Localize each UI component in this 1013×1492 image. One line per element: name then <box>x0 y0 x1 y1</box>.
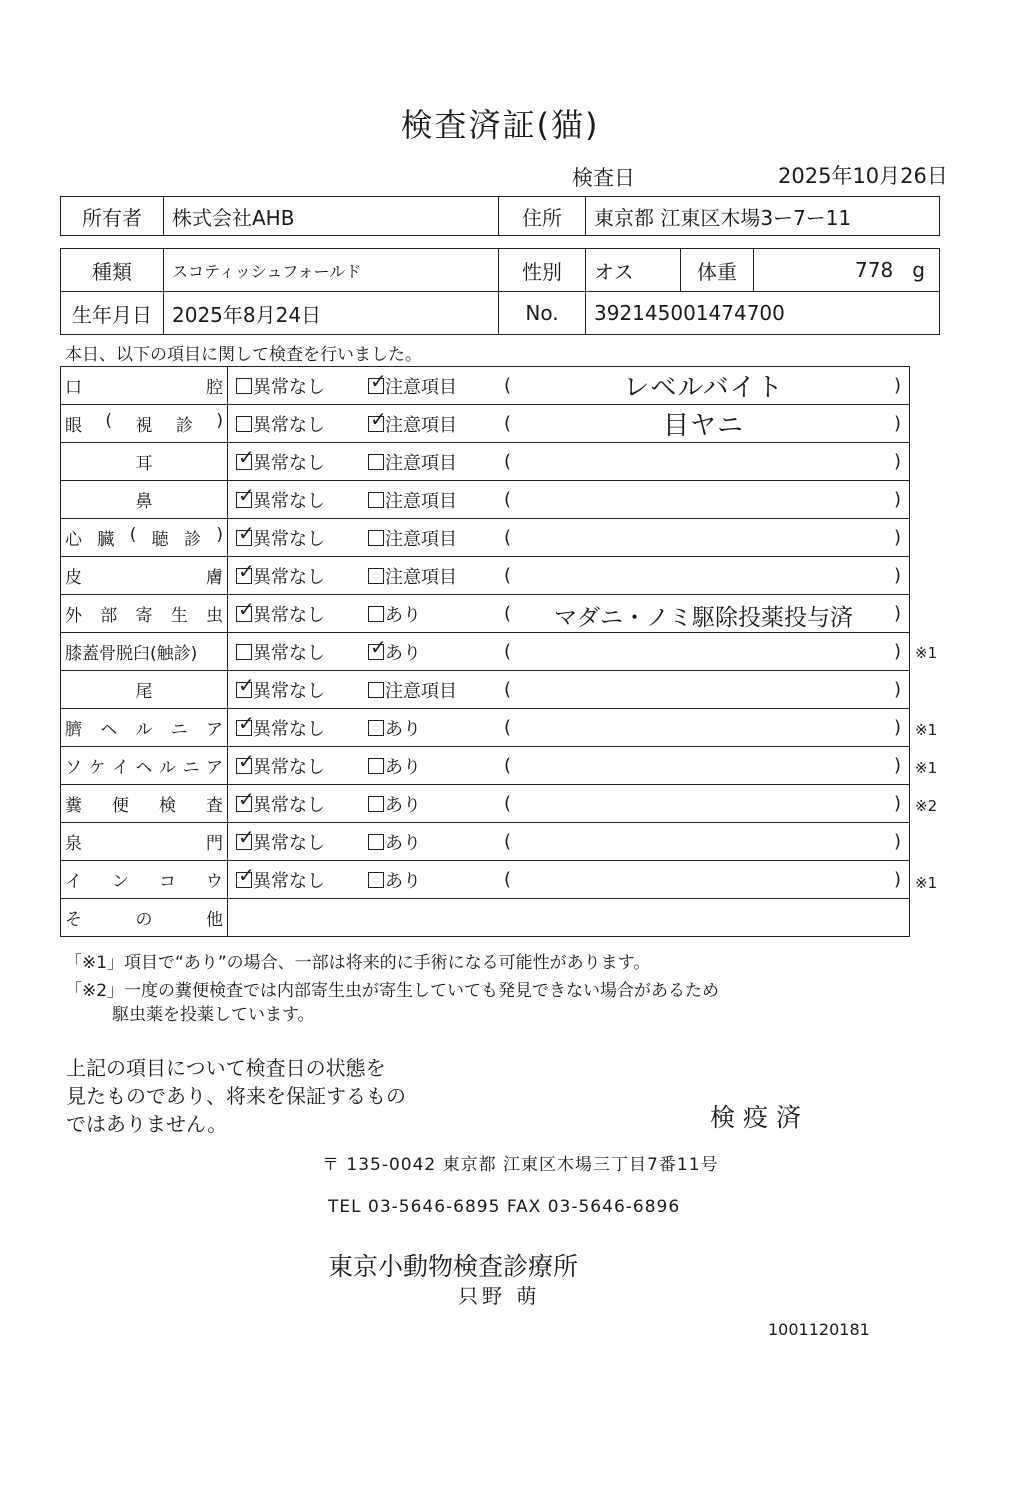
remarks-cell <box>498 823 910 861</box>
checkbox-icon <box>368 492 384 508</box>
checkbox-icon <box>236 454 252 470</box>
table-row <box>61 709 910 747</box>
birth-value: 2025年8月24日 <box>164 292 499 335</box>
footnote-marker: ※1 <box>915 873 938 892</box>
item-label-char: 外 <box>65 606 82 626</box>
checkbox-icon <box>368 834 384 850</box>
paren-close: ) <box>893 527 901 548</box>
remarks-cell <box>498 709 910 747</box>
remarks-cell <box>498 557 910 595</box>
option-caution <box>368 633 498 671</box>
table-row <box>61 405 910 443</box>
paren-close: ) <box>893 565 901 586</box>
remarks-cell <box>498 405 910 443</box>
option-normal <box>228 367 369 405</box>
option-normal-label: 異常なし <box>253 756 325 778</box>
option-caution-label: あり <box>385 718 421 740</box>
intro-text: 本日、以下の項目に関して検査を行いました。 <box>65 345 422 365</box>
option-normal <box>228 405 369 443</box>
item-label-char: 耳 <box>135 454 153 474</box>
item-label-char: ( <box>105 411 113 431</box>
table-row <box>61 785 910 823</box>
remarks-cell <box>498 595 910 633</box>
paren-close: ) <box>893 793 901 814</box>
checkbox-icon <box>368 682 384 698</box>
weight-label: 体重 <box>681 249 754 292</box>
item-label <box>61 899 228 937</box>
checkbox-icon <box>368 568 384 584</box>
checkbox-icon <box>368 416 384 432</box>
statement-line: 上記の項目について検査日の状態を <box>66 1056 386 1080</box>
address-label: 住所 <box>499 197 586 236</box>
paren-open: ( <box>504 451 512 472</box>
no-value: 392145001474700 <box>586 292 940 335</box>
option-caution-label: あり <box>385 604 421 626</box>
table-row <box>61 861 910 899</box>
checkbox-icon <box>236 606 252 622</box>
item-label <box>61 785 228 823</box>
item-label-char: ウ <box>206 872 223 892</box>
item-label <box>61 557 228 595</box>
paren-open: ( <box>504 413 512 434</box>
option-caution-label: 注意項目 <box>385 452 457 474</box>
table-row <box>61 671 910 709</box>
item-label-char: ヘ <box>100 720 118 740</box>
item-label-char: 膚 <box>206 568 223 588</box>
option-caution <box>368 519 498 557</box>
item-label-char: ン <box>112 872 129 892</box>
option-normal <box>228 709 369 747</box>
paren-open: ( <box>504 641 512 662</box>
weight-cell <box>754 249 940 292</box>
item-label-char: 泉 <box>65 834 82 854</box>
item-label <box>61 481 228 519</box>
option-caution <box>368 747 498 785</box>
checkbox-icon <box>236 530 252 546</box>
item-label-char: 検 <box>159 796 176 816</box>
remarks-cell <box>498 367 910 405</box>
table-row <box>61 747 910 785</box>
weight-value: 778 <box>855 258 894 282</box>
option-caution-label: 注意項目 <box>385 566 457 588</box>
option-normal <box>228 633 369 671</box>
clinic-phone: TEL 03-5646-6895 FAX 03-5646-6896 <box>328 1197 681 1217</box>
item-label <box>61 595 228 633</box>
option-normal <box>228 747 369 785</box>
item-label-char: の <box>135 910 153 930</box>
option-normal-label: 異常なし <box>253 870 325 892</box>
serial-number: 1001120181 <box>768 1320 870 1339</box>
item-label-char: 尾 <box>135 682 153 702</box>
option-caution-label: あり <box>385 756 421 778</box>
inspection-table <box>60 366 910 937</box>
item-label-char: ソ <box>65 758 82 778</box>
item-label-char: そ <box>65 910 82 930</box>
statement-line: ではありません。 <box>66 1112 228 1136</box>
footnote-marker: ※1 <box>915 720 938 739</box>
remarks-cell <box>498 443 910 481</box>
option-normal <box>228 443 369 481</box>
item-label-char: ケ <box>88 758 106 778</box>
item-label-char: 他 <box>206 910 223 930</box>
checkbox-icon <box>368 644 384 660</box>
checkbox-icon <box>368 378 384 394</box>
item-label-char: ア <box>206 720 223 740</box>
option-normal-label: 異常なし <box>253 718 325 740</box>
option-normal <box>228 519 369 557</box>
remarks-cell <box>498 747 910 785</box>
remarks-cell <box>498 633 910 671</box>
sex-label: 性別 <box>499 249 586 292</box>
remarks-cell <box>498 519 910 557</box>
option-caution <box>368 367 498 405</box>
paren-open: ( <box>504 869 512 890</box>
item-label <box>61 367 228 405</box>
weight-unit: g <box>912 258 925 282</box>
checkbox-icon <box>236 492 252 508</box>
checkbox-icon <box>368 454 384 470</box>
item-label-char: 腔 <box>206 378 223 398</box>
item-label-char: 診 <box>184 530 202 550</box>
option-caution-label: 注意項目 <box>385 680 457 702</box>
remarks-cell <box>498 481 910 519</box>
item-label-char: 診 <box>175 416 193 436</box>
owner-value: 株式会社AHB <box>164 197 499 236</box>
option-normal-label: 異常なし <box>253 794 325 816</box>
breed-label: 種類 <box>61 249 164 292</box>
paren-open: ( <box>504 793 512 814</box>
exam-date-label: 検査日 <box>572 166 635 190</box>
item-label-char: 便 <box>112 796 129 816</box>
item-label-char: ル <box>159 758 176 778</box>
owner-table <box>60 196 940 236</box>
checkbox-icon <box>236 644 252 660</box>
item-label <box>61 861 228 899</box>
table-row <box>61 443 910 481</box>
option-normal-label: 異常なし <box>253 490 325 512</box>
checkbox-icon <box>236 720 252 736</box>
item-label-char: 眼 <box>65 416 82 436</box>
item-label-char: ニ <box>182 758 200 778</box>
clinic-name: 東京小動物検査診療所 <box>328 1252 579 1281</box>
paren-open: ( <box>504 755 512 776</box>
footnote-2-cont: 駆虫薬を投薬しています。 <box>112 1005 315 1025</box>
table-row <box>61 595 910 633</box>
paren-close: ) <box>893 755 901 776</box>
option-normal-label: 異常なし <box>253 680 325 702</box>
option-caution-label: 注意項目 <box>385 490 457 512</box>
checkbox-icon <box>236 416 252 432</box>
option-normal <box>228 823 369 861</box>
item-label-char: イ <box>112 758 129 778</box>
option-caution-label: 注意項目 <box>385 414 457 436</box>
table-row <box>61 481 910 519</box>
sex-value: オス <box>586 249 681 292</box>
paren-open: ( <box>504 489 512 510</box>
paren-close: ) <box>893 603 901 624</box>
table-row <box>61 823 910 861</box>
item-label-char: 査 <box>206 796 223 816</box>
address-value: 東京都 江東区木場3ー7ー11 <box>586 197 940 236</box>
remarks-cell <box>498 785 910 823</box>
no-label: No. <box>499 292 586 335</box>
item-label <box>61 709 228 747</box>
item-label-char: 臓 <box>97 530 115 550</box>
item-label <box>61 747 228 785</box>
checkbox-icon <box>236 682 252 698</box>
checkbox-icon <box>236 758 252 774</box>
item-label-char: 視 <box>135 416 153 436</box>
checkbox-icon <box>368 872 384 888</box>
paren-close: ) <box>893 869 901 890</box>
table-row <box>61 519 910 557</box>
option-caution <box>368 823 498 861</box>
option-caution-label: あり <box>385 832 421 854</box>
paren-open: ( <box>504 679 512 700</box>
item-label-char: ア <box>206 758 223 778</box>
option-caution-label: あり <box>385 794 421 816</box>
option-caution <box>368 481 498 519</box>
footnote-1: 「※1」項目で“あり”の場合、一部は将来的に手術になる可能性があります。 <box>65 953 651 973</box>
item-label <box>61 443 228 481</box>
footnote-marker: ※1 <box>915 759 938 777</box>
other-remarks <box>228 899 910 937</box>
footnote-marker: ※1 <box>915 644 938 663</box>
clinic-address: 〒 135-0042 東京都 江東区木場三丁目7番11号 <box>322 1155 719 1175</box>
checkbox-icon <box>236 796 252 812</box>
option-normal <box>228 671 369 709</box>
item-label <box>61 823 228 861</box>
exam-date: 2025年10月26日 <box>778 164 948 188</box>
item-label-char: 臍 <box>65 720 82 740</box>
item-label-char: 鼻 <box>135 492 153 512</box>
option-normal-label: 異常なし <box>253 414 325 436</box>
item-label-char: 寄 <box>135 606 153 626</box>
option-caution <box>368 861 498 899</box>
checkbox-icon <box>368 530 384 546</box>
checkbox-icon <box>368 720 384 736</box>
item-label-char: 皮 <box>65 568 82 588</box>
paren-close: ) <box>893 375 901 396</box>
table-row <box>61 633 910 671</box>
item-label-char: 虫 <box>206 606 223 626</box>
item-label-char: 糞 <box>65 796 82 816</box>
item-label-char: 生 <box>170 606 188 626</box>
option-normal <box>228 785 369 823</box>
inspected-stamp: 検疫済 <box>710 1103 810 1132</box>
checkbox-icon <box>236 568 252 584</box>
table-row-other <box>61 899 910 937</box>
table-row <box>61 367 910 405</box>
option-normal-label: 異常なし <box>253 642 325 664</box>
item-label-char: ヘ <box>135 758 153 778</box>
item-label <box>61 671 228 709</box>
paren-close: ) <box>893 641 901 662</box>
checkbox-icon <box>368 796 384 812</box>
paren-close: ) <box>893 831 901 852</box>
option-caution <box>368 405 498 443</box>
option-normal <box>228 861 369 899</box>
breed-value: スコティッシュフォールド <box>164 249 499 292</box>
item-label-char: ) <box>216 525 223 545</box>
item-label-char: ( <box>129 525 137 545</box>
paren-close: ) <box>893 717 901 738</box>
paren-close: ) <box>893 413 901 434</box>
footnote-marker: ※2 <box>915 797 938 816</box>
checkbox-icon <box>236 872 252 888</box>
item-label <box>61 519 228 557</box>
item-label-char: イ <box>65 872 82 892</box>
document-title: 検査済証(猫) <box>400 106 600 144</box>
checkbox-icon <box>236 834 252 850</box>
remarks-text: 目ヤニ <box>662 411 744 441</box>
option-normal-label: 異常なし <box>253 376 325 398</box>
option-normal-label: 異常なし <box>253 832 325 854</box>
checkbox-icon <box>368 758 384 774</box>
option-normal <box>228 557 369 595</box>
paren-open: ( <box>504 527 512 548</box>
option-caution <box>368 671 498 709</box>
item-label-char: ) <box>216 411 223 431</box>
option-caution <box>368 443 498 481</box>
paren-close: ) <box>893 489 901 510</box>
option-caution <box>368 709 498 747</box>
paren-open: ( <box>504 603 512 624</box>
option-caution <box>368 595 498 633</box>
owner-label: 所有者 <box>61 197 164 236</box>
paren-open: ( <box>504 717 512 738</box>
statement <box>66 1054 446 1138</box>
item-label <box>61 633 228 671</box>
paren-close: ) <box>893 451 901 472</box>
remarks-text: レベルバイト <box>623 373 784 403</box>
checkbox-icon <box>368 606 384 622</box>
paren-open: ( <box>504 831 512 852</box>
remarks-cell <box>498 671 910 709</box>
remarks-text: マダニ・ノミ駆除投薬投与済 <box>554 605 853 631</box>
footnote-2: 「※2」一度の糞便検査では内部寄生虫が寄生していても発見できない場合があるため <box>65 981 720 1001</box>
item-label-char: ル <box>135 720 153 740</box>
item-label-char: 心 <box>65 530 82 550</box>
remarks-cell <box>498 861 910 899</box>
table-row <box>61 557 910 595</box>
option-caution-label: 注意項目 <box>385 528 457 550</box>
item-label-char: 口 <box>65 378 82 398</box>
option-normal-label: 異常なし <box>253 604 325 626</box>
item-label-char: 門 <box>206 834 223 854</box>
inspector-name: 只野 萌 <box>458 1284 541 1308</box>
pet-info-table <box>60 248 940 335</box>
option-normal-label: 異常なし <box>253 566 325 588</box>
option-normal-label: 異常なし <box>253 528 325 550</box>
item-label-char: コ <box>159 872 176 892</box>
birth-label: 生年月日 <box>61 292 164 335</box>
option-caution-label: 注意項目 <box>385 376 457 398</box>
option-caution-label: あり <box>385 870 421 892</box>
item-label <box>61 405 228 443</box>
item-label-char: 膝蓋骨脱臼(触診) <box>65 644 198 664</box>
paren-open: ( <box>504 565 512 586</box>
option-normal-label: 異常なし <box>253 452 325 474</box>
option-caution <box>368 557 498 595</box>
option-normal <box>228 595 369 633</box>
item-label-char: 部 <box>100 606 118 626</box>
checkbox-icon <box>236 378 252 394</box>
option-caution <box>368 785 498 823</box>
paren-open: ( <box>504 375 512 396</box>
statement-line: 見たものであり、将来を保証するもの <box>66 1084 406 1108</box>
item-label-char: 聴 <box>151 530 169 550</box>
item-label-char: ニ <box>170 720 188 740</box>
option-caution-label: あり <box>385 642 421 664</box>
paren-close: ) <box>893 679 901 700</box>
option-normal <box>228 481 369 519</box>
